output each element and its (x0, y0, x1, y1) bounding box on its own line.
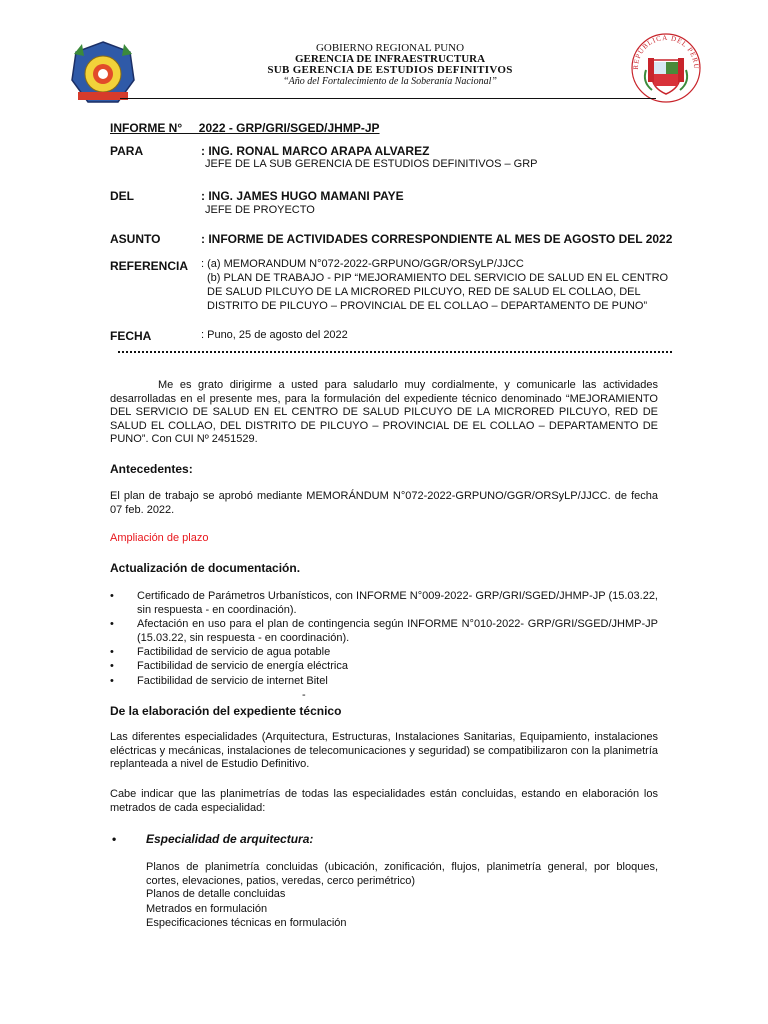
list-item-text: Factibilidad de servicio de energía eléctrica (137, 660, 348, 672)
referencia-b-line2: DE SALUD PILCUYO DE LA MICRORED PILCUYO, RED DE SALUD EL COLLAO, DEL (207, 286, 641, 298)
header-line1: GOBIERNO REGIONAL PUNO (315, 42, 465, 54)
del-label: DEL (110, 189, 134, 203)
arquitectura-bullet-icon: • (112, 832, 117, 846)
para-subtitle: JEFE DE LA SUB GERENCIA DE ESTUDIOS DEFINITIVOS – GRP (205, 158, 538, 170)
elaboracion-heading: De la elaboración del expediente técnico (110, 704, 342, 718)
referencia-a: : (a) MEMORANDUM N°072-2022-GRPUNO/GGR/ORSyLP/JJCC (201, 258, 524, 270)
arquitectura-heading: Especialidad de arquitectura: (146, 832, 314, 846)
para-value: : ING. RONAL MARCO ARAPA ALVAREZ (201, 144, 430, 158)
asunto-value: : INFORME DE ACTIVIDADES CORRESPONDIENTE AL MES DE AGOSTO DEL 2022 (201, 232, 673, 246)
bullet-icon: • (110, 618, 114, 630)
header-motto: “Año del Fortalecimiento de la Soberanía Nacional” (283, 76, 497, 87)
header-divider (120, 98, 656, 99)
header-line3: SUB GERENCIA DE ESTUDIOS DEFINITIVOS (267, 64, 513, 76)
del-value: : ING. JAMES HUGO MAMANI PAYE (201, 189, 404, 203)
referencia-b-line3: DISTRITO DE PILCUYO – PROVINCIAL DE EL COLLAO – DEPARTAMENTO DE PUNO” (207, 300, 648, 312)
dotted-divider (118, 351, 672, 353)
elaboracion-paragraph-1: Las diferentes especialidades (Arquitectura, Estructuras, Instalaciones Sanitarias, Equipamiento, instalaciones eléctricas y mecánicas, instalaciones de telecomunicaciones y seguridad) se compatibilizaron con la planimetría replanteada a nivel de Estudio Definitivo. (110, 731, 658, 770)
list-item-text: Factibilidad de servicio de internet Bitel (137, 675, 328, 687)
list-item-text: Afectación en uso para el plan de contingencia según INFORME N°010-2022- GRP/GRI/SGED/JHMP-JP (15.03.22, sin respuesta - en coordinación). (137, 618, 658, 644)
stray-dash: - (302, 689, 306, 701)
list-item (110, 660, 658, 674)
ampliacion-plazo: Ampliación de plazo (110, 532, 209, 544)
list-item (110, 646, 658, 660)
elaboracion-paragraph-2: Cabe indicar que las planimetrías de todas las especialidades están concluidas, estando en elaboración los metrados de cada especialidad: (110, 788, 658, 814)
list-item-text: Factibilidad de servicio de agua potable (137, 646, 331, 658)
bullet-icon: • (110, 675, 114, 687)
bullet-icon: • (110, 590, 114, 602)
intro-paragraph: Me es grato dirigirme a usted para saludarlo muy cordialmente, y comunicarle las actividades desarrolladas en el presente mes, para la formulación del expediente técnico denominado “MEJORAMIENTO DEL SERVICIO DE SALUD EN EL CENTRO DE SALUD PILCUYO DE LA MICRORED PILCUYO, RED DE SALUD EL COLLAO, DEL DISTRITO DE PILCUYO – PROVINCIAL DE EL COLLAO – DEPARTAMENTO DE PUNO”. Con CUI Nº 2451529. (110, 379, 658, 445)
list-item (110, 590, 658, 617)
referencia-label: REFERENCIA (110, 259, 189, 273)
antecedentes-heading: Antecedentes: (110, 462, 193, 476)
list-item-text: Certificado de Parámetros Urbanísticos, con INFORME N°009-2022- GRP/GRI/SGED/JHMP-JP (15.03.22, sin respuesta - en coordinación). (137, 590, 658, 616)
informe-title: INFORME N° 2022 - GRP/GRI/SGED/JHMP-JP (110, 121, 380, 135)
bullet-icon: • (110, 660, 114, 672)
fecha-label: FECHA (110, 329, 152, 343)
republica-peru-seal (628, 30, 704, 106)
arquitectura-item: Metrados en formulación (146, 903, 268, 915)
antecedentes-text: El plan de trabajo se aprobó mediante MEMORÁNDUM N°072-2022-GRPUNO/GGR/ORSyLP/JJCC. de fecha 07 feb. 2022. (110, 490, 658, 516)
actualizacion-heading: Actualización de documentación. (110, 561, 301, 575)
asunto-label: ASUNTO (110, 232, 161, 246)
para-label: PARA (110, 144, 144, 158)
referencia-b-line1: (b) PLAN DE TRABAJO - PIP “MEJORAMIENTO DEL SERVICIO DE SALUD EN EL CENTRO (207, 272, 669, 284)
arquitectura-item: Planos de planimetría concluidas (ubicación, zonificación, flujos, planimetría general, por bloques, cortes, elevaciones, patios, veredas, cerco perimétrico) (146, 861, 658, 887)
seal-text: REPÚBLICA DEL PERÚ (631, 33, 701, 70)
arquitectura-item: Planos de detalle concluidas (146, 888, 286, 900)
del-subtitle: JEFE DE PROYECTO (205, 204, 315, 216)
list-item (110, 618, 658, 645)
list-item (110, 675, 658, 689)
bullet-icon: • (110, 646, 114, 658)
fecha-value: : Puno, 25 de agosto del 2022 (201, 329, 348, 341)
header-line2: GERENCIA DE INFRAESTRUCTURA (294, 53, 486, 65)
arquitectura-item: Especificaciones técnicas en formulación (146, 917, 347, 929)
